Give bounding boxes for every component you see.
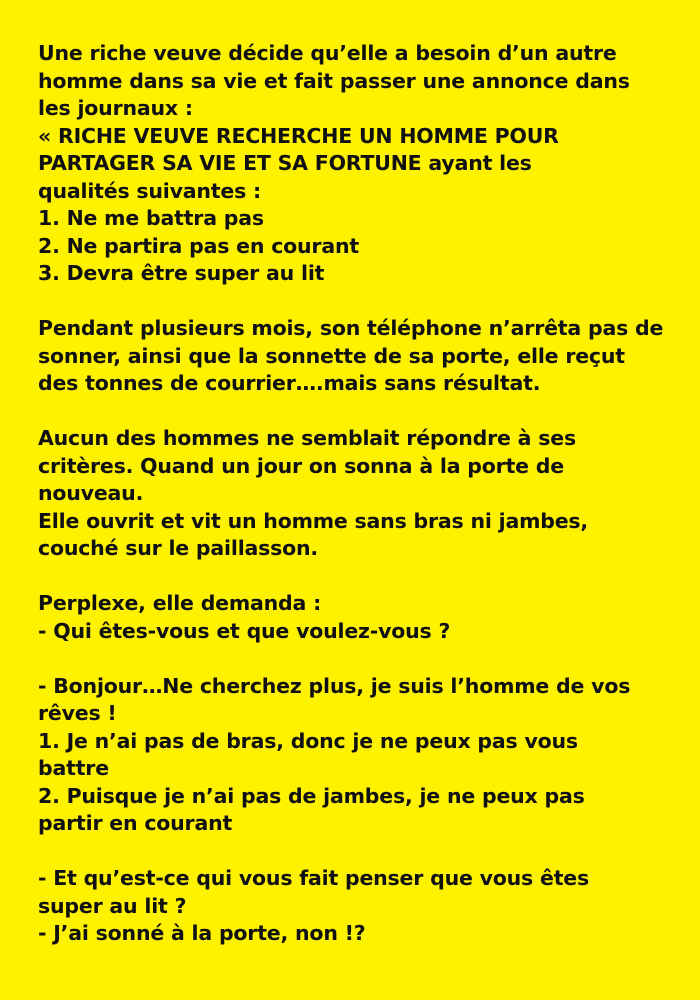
text-line: « RICHE VEUVE RECHERCHE UN HOMME POUR: [38, 123, 559, 148]
text-line: Elle ouvrit et vit un homme sans bras ni jambes,: [38, 508, 589, 533]
text-line: - Qui êtes-vous et que voulez-vous ?: [38, 618, 451, 643]
text-line: - Et qu’est-ce qui vous fait penser que vous êtes: [38, 866, 589, 890]
text-line: - J’ai sonné à la porte, non !?: [38, 921, 366, 945]
text-line: couché sur le paillasson.: [38, 536, 319, 560]
text-line: les journaux :: [38, 96, 193, 120]
text-line: Pendant plusieurs mois, son téléphone n’arrêta pas de: [38, 316, 664, 340]
text-line: 1. Ne me battra pas: [38, 206, 264, 230]
text-line: PARTAGER SA VIE ET SA FORTUNE ayant les: [38, 151, 532, 175]
text-line: Une riche veuve décide qu’elle a besoin d’un autre: [38, 41, 617, 65]
joke-text: [38, 40, 678, 948]
paragraph-spacer: [38, 838, 678, 866]
text-line: super au lit ?: [38, 893, 187, 918]
text-line: nouveau.: [38, 481, 144, 505]
text-line: rêves !: [38, 701, 117, 725]
text-line: Perplexe, elle demanda :: [38, 591, 322, 615]
text-line: sonner, ainsi que la sonnette de sa porte, elle reçut: [38, 343, 625, 368]
text-line: - Bonjour…Ne cherchez plus, je suis l’homme de vos: [38, 673, 631, 698]
text-line: 3. Devra être super au lit: [38, 261, 325, 285]
text-line: 1. Je n’ai pas de bras, donc je ne peux pas vous: [38, 728, 578, 753]
paragraph-spacer: [38, 398, 678, 426]
text-line: battre: [38, 756, 109, 780]
text-line: 2. Ne partira pas en courant: [38, 233, 359, 258]
text-line: des tonnes de courrier….mais sans résultat.: [38, 371, 541, 395]
text-line: partir en courant: [38, 811, 233, 835]
paragraph-spacer: [38, 288, 678, 316]
paragraph-spacer: [38, 563, 678, 591]
text-line: Aucun des hommes ne semblait répondre à ses: [38, 426, 576, 450]
paragraph-spacer: [38, 645, 678, 673]
text-line: homme dans sa vie et fait passer une annonce dans: [38, 68, 630, 93]
text-line: critères. Quand un jour on sonna à la porte de: [38, 453, 564, 478]
text-line: 2. Puisque je n’ai pas de jambes, je ne peux pas: [38, 783, 585, 808]
text-line: qualités suivantes :: [38, 178, 262, 203]
